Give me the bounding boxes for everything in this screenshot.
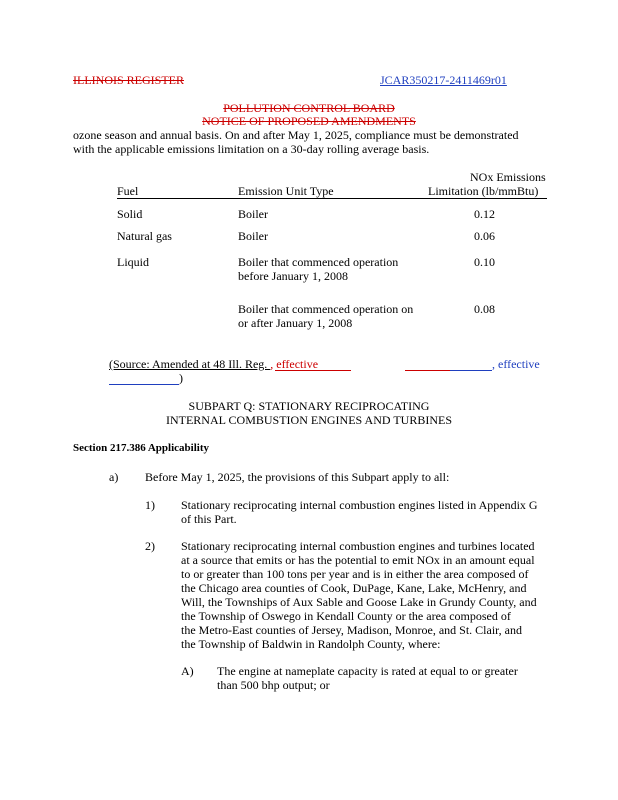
row-4-limit: 0.08 bbox=[474, 302, 495, 316]
row-3-unit-line-2: before January 1, 2008 bbox=[238, 269, 348, 283]
jcar-code: JCAR350217-2411469r01 bbox=[380, 73, 507, 87]
row-3-unit-line-1: Boiler that commenced operation bbox=[238, 255, 399, 269]
item-1-line-1: Stationary reciprocating internal combustion engines listed in Appendix G bbox=[181, 498, 538, 512]
row-4-unit-line-1: Boiler that commenced operation on bbox=[238, 302, 414, 316]
section-heading: Section 217.386 Applicability bbox=[73, 442, 209, 454]
row-4-unit-line-2: or after January 1, 2008 bbox=[238, 316, 353, 330]
item-2-line-4: the Chicago area counties of Cook, DuPage, Kane, Lake, McHenry, and bbox=[181, 581, 527, 595]
unit-type-header: Emission Unit Type bbox=[238, 184, 334, 198]
source-close: ) bbox=[179, 371, 183, 385]
limit-header-line-2: Limitation (lb/mmBtu) bbox=[428, 184, 539, 198]
item-1-line-2: of this Part. bbox=[181, 512, 237, 526]
limit-header-line-1: NOx Emissions bbox=[470, 170, 546, 184]
item-2-line-2: at a source that emits or has the potential to emit NOx in an amount equal bbox=[181, 553, 535, 567]
intro-line-2: with the applicable emissions limitation on a 30-day rolling average basis. bbox=[73, 142, 430, 156]
row-2-unit: Boiler bbox=[238, 229, 268, 243]
item-2-line-6: the Township of Oswego in Kendall County or the area composed of bbox=[181, 609, 511, 623]
row-2-fuel: Natural gas bbox=[117, 229, 172, 243]
row-3-fuel: Liquid bbox=[117, 255, 149, 269]
source-effective-blue: , effective bbox=[492, 357, 540, 371]
table-header-rule bbox=[117, 198, 547, 199]
subpart-title-line-1: SUBPART Q: STATIONARY RECIPROCATING bbox=[188, 399, 430, 413]
item-A-line-2: than 500 bhp output; or bbox=[217, 678, 330, 692]
subsection-a-label: a) bbox=[109, 470, 119, 484]
item-2-line-5: Will, the Townships of Aux Sable and Goose Lake in Grundy County, and bbox=[181, 595, 537, 609]
effective-blank-line-2 bbox=[109, 384, 179, 385]
subpart-title-line-2: INTERNAL COMBUSTION ENGINES AND TURBINES bbox=[165, 413, 452, 427]
item-2-line-1: Stationary reciprocating internal combustion engines and turbines located bbox=[181, 539, 535, 553]
subsection-a-text: Before May 1, 2025, the provisions of this Subpart apply to all: bbox=[145, 470, 450, 484]
register-title: ILLINOIS REGISTER bbox=[73, 73, 184, 87]
source-prefix: (Source: Amended at 48 Ill. Reg. bbox=[109, 357, 271, 371]
item-2-line-8: the Township of Baldwin in Randolph County, where: bbox=[181, 637, 441, 651]
effective-blank-line-blue bbox=[450, 370, 492, 371]
item-A-line-1: The engine at nameplate capacity is rated at equal to or greater bbox=[217, 664, 518, 678]
notice-title: NOTICE OF PROPOSED AMENDMENTS bbox=[202, 114, 416, 128]
item-A-label: A) bbox=[181, 664, 194, 678]
item-2-line-3: to or greater than 100 tons per year and is in either the area composed of bbox=[181, 567, 529, 581]
row-2-limit: 0.06 bbox=[474, 229, 495, 243]
item-1-label: 1) bbox=[145, 498, 155, 512]
source-note bbox=[109, 357, 318, 371]
row-1-limit: 0.12 bbox=[474, 207, 495, 221]
item-2-line-7: the Metro-East counties of Jersey, Madison, Monroe, and St. Clair, and bbox=[181, 623, 523, 637]
row-1-fuel: Solid bbox=[117, 207, 143, 221]
row-1-unit: Boiler bbox=[238, 207, 268, 221]
source-effective-red: , effective bbox=[270, 357, 319, 371]
row-3-limit: 0.10 bbox=[474, 255, 495, 269]
effective-blank-line-red bbox=[405, 370, 450, 371]
intro-line-1: ozone season and annual basis. On and after May 1, 2025, compliance must be demonstrated bbox=[73, 128, 519, 142]
item-2-label: 2) bbox=[145, 539, 155, 553]
reg-blank-line bbox=[275, 370, 351, 371]
fuel-header: Fuel bbox=[117, 184, 139, 198]
agency-name: POLLUTION CONTROL BOARD bbox=[223, 101, 395, 115]
